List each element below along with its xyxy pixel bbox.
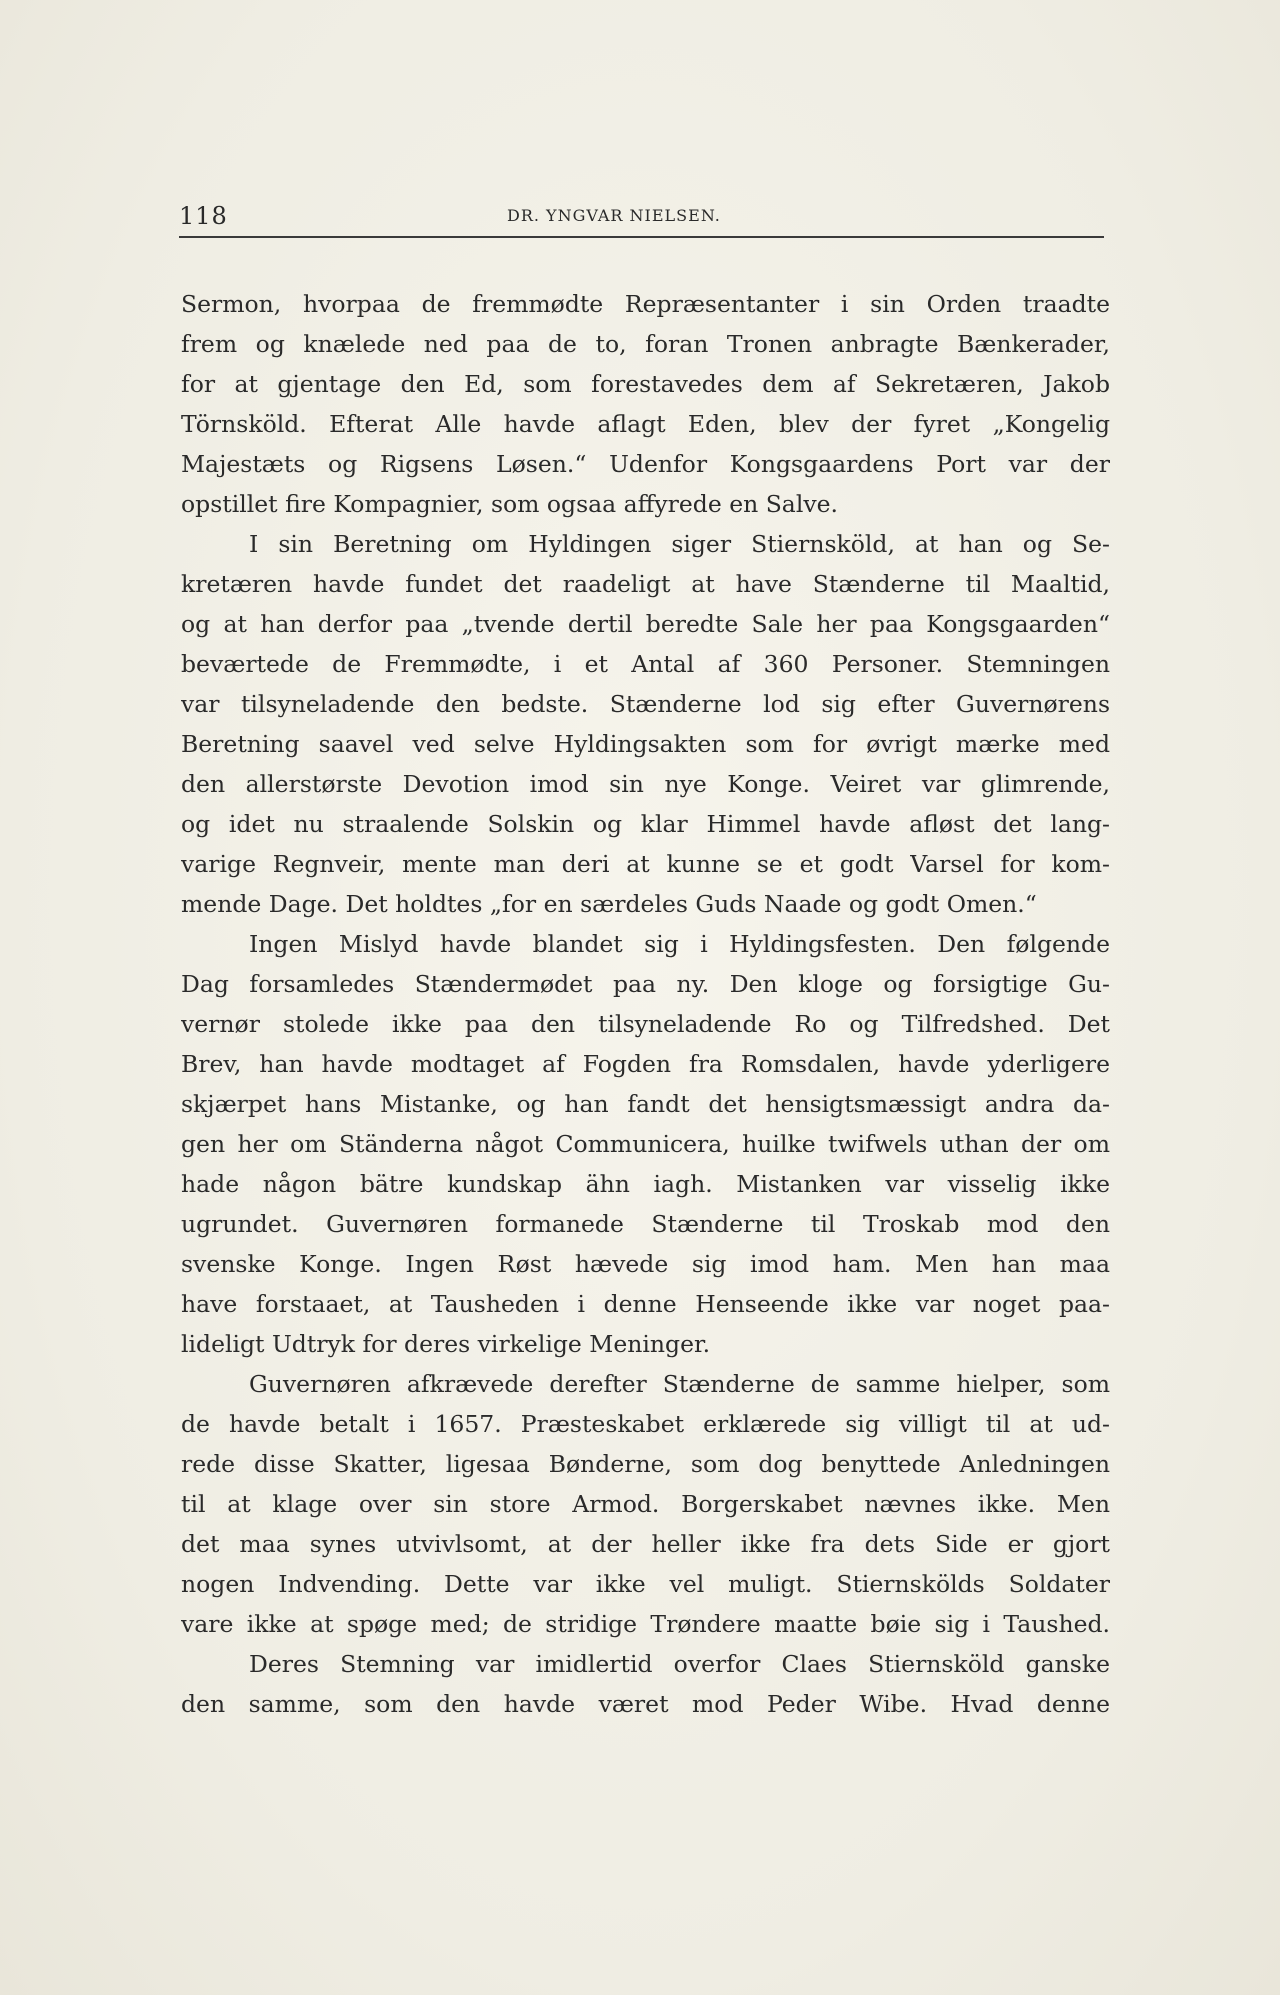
text-line: Sermon, hvorpaa de fremmødte Repræsentanter i sin Orden traadte [181,290,1110,318]
text-line: den samme, som den havde været mod Peder Wibe. Hvad denne [181,1690,1110,1718]
text-line: Majestæts og Rigsens Løsen.“ Udenfor Kongsgaardens Port var der [181,450,1110,478]
text-line: Deres Stemning var imidlertid overfor Claes Stiernsköld ganske [249,1650,1110,1678]
text-line: til at klage over sin store Armod. Borgerskabet nævnes ikke. Men [181,1490,1110,1518]
text-line: og idet nu straalende Solskin og klar Himmel havde afløst det lang- [181,810,1110,838]
text-line: vare ikke at spøge med; de stridige Trøndere maatte bøie sig i Taushed. [181,1610,1110,1638]
text-line: de havde betalt i 1657. Præsteskabet erklærede sig villigt til at ud- [181,1410,1110,1438]
text-line: det maa synes utvivlsomt, at der heller ikke fra dets Side er gjort [181,1530,1110,1558]
text-line: Dag forsamledes Stændermødet paa ny. Den kloge og forsigtige Gu- [181,970,1110,998]
text-line: varige Regnveir, mente man deri at kunne se et godt Varsel for kom- [181,850,1110,878]
text-line: og at han derfor paa „tvende dertil beredte Sale her paa Kongsgaarden“ [181,610,1110,638]
text-line: Guvernøren afkrævede derefter Stænderne de samme hielper, som [249,1370,1110,1398]
text-line: Beretning saavel ved selve Hyldingsakten som for øvrigt mærke med [181,730,1110,758]
text-line: gen her om Ständerna något Communicera, huilke twifwels uthan der om [181,1130,1110,1158]
text-line: frem og knælede ned paa de to, foran Tronen anbragte Bænkerader, [181,330,1110,358]
text-line: mende Dage. Det holdtes „for en særdeles Guds Naade og godt Omen.“ [181,890,1037,918]
running-head: DR. YNGVAR NIELSEN. [507,206,721,225]
text-line: Törnsköld. Efterat Alle havde aflagt Eden, blev der fyret „Kongelig [181,410,1110,438]
text-line: Ingen Mislyd havde blandet sig i Hyldingsfesten. Den følgende [249,930,1110,958]
text-line: opstillet fire Kompagnier, som ogsaa affyrede en Salve. [181,490,838,518]
text-line: den allerstørste Devotion imod sin nye Konge. Veiret var glimrende, [181,770,1110,798]
text-line: rede disse Skatter, ligesaa Bønderne, som dog benyttede Anledningen [181,1450,1110,1478]
text-line: hade någon bätre kundskap ähn iagh. Mistanken var visselig ikke [181,1170,1110,1198]
text-line: ugrundet. Guvernøren formanede Stænderne til Troskab mod den [181,1210,1110,1238]
body-text [181,284,1110,1724]
text-line: lideligt Udtryk for deres virkelige Meninger. [181,1330,711,1358]
text-line: have forstaaet, at Tausheden i denne Henseende ikke var noget paa- [181,1290,1110,1318]
page-header [179,198,1104,234]
text-line: skjærpet hans Mistanke, og han fandt det hensigtsmæssigt andra da- [181,1090,1110,1118]
page-number: 118 [179,202,228,230]
text-line: nogen Indvending. Dette var ikke vel muligt. Stiernskölds Soldater [181,1570,1110,1598]
header-rule [179,236,1104,238]
text-line: kretæren havde fundet det raadeligt at have Stænderne til Maaltid, [181,570,1110,598]
text-line: for at gjentage den Ed, som forestavedes dem af Sekretæren, Jakob [181,370,1110,398]
text-line: beværtede de Fremmødte, i et Antal af 360 Personer. Stemningen [181,650,1110,678]
text-line: svenske Konge. Ingen Røst hævede sig imod ham. Men han maa [181,1250,1110,1278]
text-line: var tilsyneladende den bedste. Stænderne lod sig efter Guvernørens [181,690,1110,718]
text-line: Brev, han havde modtaget af Fogden fra Romsdalen, havde yderligere [181,1050,1110,1078]
text-line: vernør stolede ikke paa den tilsyneladende Ro og Tilfredshed. Det [181,1010,1110,1038]
text-line: I sin Beretning om Hyldingen siger Stiernsköld, at han og Se- [249,530,1110,558]
